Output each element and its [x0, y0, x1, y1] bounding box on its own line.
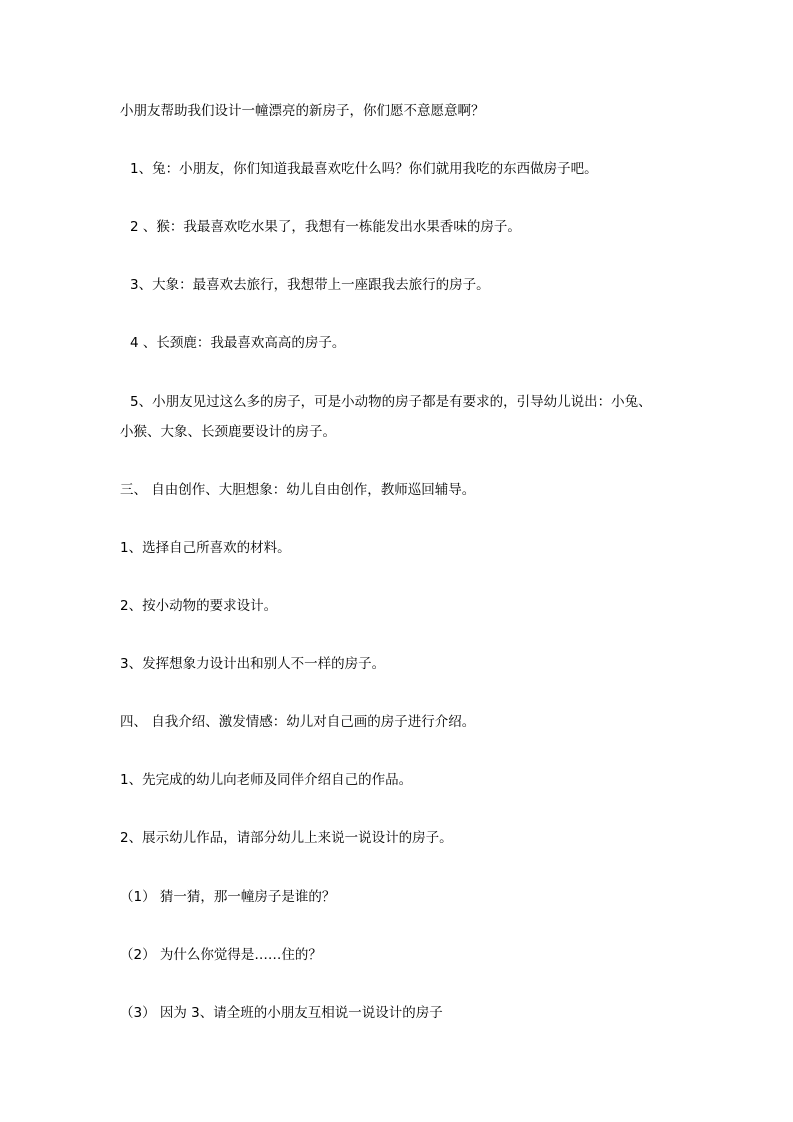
paragraph-step-1: 1、选择自己所喜欢的材料。 [120, 540, 291, 556]
paragraph-question-2: （2） 为什么你觉得是……住的？ [120, 947, 322, 963]
paragraph-giraffe: 4 、长颈鹿：我最喜欢高高的房子。 [130, 335, 346, 351]
paragraph-elephant: 3、大象：最喜欢去旅行，我想带上一座跟我去旅行的房子。 [130, 277, 490, 293]
paragraph-guide-line1: 5、小朋友见过这么多的房子，可是小动物的房子都是有要求的，引导幼儿说出：小兔、 [130, 394, 652, 410]
paragraph-question-1: （1） 猜一猜，那一幢房子是谁的？ [120, 889, 336, 905]
paragraph-rabbit: 1、兔：小朋友，你们知道我最喜欢吃什么吗？你们就用我吃的东西做房子吧。 [130, 161, 598, 177]
paragraph-step-3: 3、发挥想象力设计出和别人不一样的房子。 [120, 656, 386, 672]
paragraph-intro-2: 2、展示幼儿作品，请部分幼儿上来说一说设计的房子。 [120, 830, 453, 846]
paragraph-monkey: 2 、猴：我最喜欢吃水果了，我想有一栋能发出水果香味的房子。 [130, 219, 521, 235]
paragraph-step-2: 2、按小动物的要求设计。 [120, 598, 278, 614]
paragraph-guide-line2: 小猴、大象、长颈鹿要设计的房子。 [120, 424, 336, 440]
paragraph-intro: 小朋友帮助我们设计一幢漂亮的新房子，你们愿不意愿意啊？ [120, 103, 485, 119]
section-heading-three: 三、 自由创作、大胆想象：幼儿自由创作，教师巡回辅导。 [120, 482, 476, 498]
section-heading-four: 四、 自我介绍、激发情感：幼儿对自己画的房子进行介绍。 [120, 714, 476, 730]
paragraph-intro-1: 1、先完成的幼儿向老师及同伴介绍自己的作品。 [120, 772, 413, 788]
paragraph-question-3: （3） 因为 3、请全班的小朋友互相说一说设计的房子 [120, 1005, 443, 1021]
